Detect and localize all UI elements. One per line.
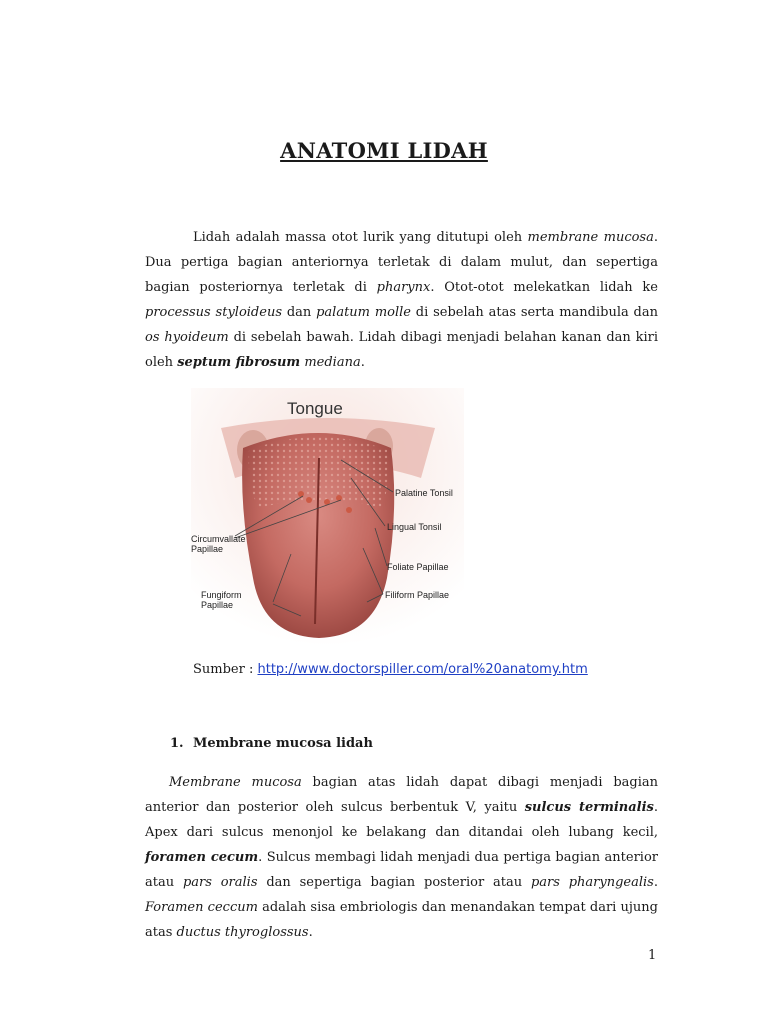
term-mediana: mediana bbox=[304, 355, 361, 370]
intro-text-4: dan bbox=[282, 305, 317, 320]
label-foliate-papillae: Foliate Papillae bbox=[387, 562, 449, 572]
term-membrane-mucosa-2: Membrane mucosa bbox=[169, 775, 302, 790]
section-1-title: Membrane mucosa lidah bbox=[193, 736, 373, 751]
label-circumvallate-2: Papillae bbox=[191, 544, 224, 554]
s1-text-2: . Apex dari sulcus menonjol ke belakang dan ditandai oleh lubang kecil, bbox=[145, 800, 659, 840]
s1-text-5: . bbox=[653, 875, 658, 890]
section-1-number: 1. bbox=[170, 736, 184, 751]
term-membrane-mucosa: membrane mucosa bbox=[527, 230, 654, 245]
label-palatine-tonsil: Palatine Tonsil bbox=[395, 488, 453, 498]
term-pars-pharyngealis: pars pharyngealis bbox=[530, 875, 654, 890]
intro-text-6: di sebelah bawah. Lidah dibagi menjadi belahan kanan dan kiri oleh bbox=[145, 330, 659, 370]
figure-title: Tongue bbox=[287, 399, 343, 418]
intro-text-5: di sebelah atas serta mandibula dan bbox=[410, 305, 658, 320]
page-number: 1 bbox=[648, 948, 657, 963]
caption-prefix: Sumber : bbox=[193, 662, 258, 677]
label-fungiform-1: Fungiform bbox=[201, 590, 242, 600]
document-title: ANATOMI LIDAH bbox=[280, 138, 488, 163]
intro-text-8: . bbox=[360, 355, 365, 370]
term-os-hyoideum: os hyoideum bbox=[145, 330, 229, 345]
section-1-heading bbox=[170, 736, 373, 751]
s1-text-1: bagian atas lidah dapat dibagi menjadi bagian anterior dan posterior oleh sulcus berbentuk V, yaitu bbox=[145, 775, 658, 815]
intro-text-3: . Otot-otot melekatkan lidah ke bbox=[430, 280, 658, 295]
label-lingual-tonsil: Lingual Tonsil bbox=[387, 522, 442, 532]
tongue-anatomy-figure bbox=[191, 388, 464, 646]
s1-text-3: . Sulcus membagi lidah menjadi dua pertiga bagian anterior atau bbox=[145, 850, 658, 890]
intro-text-2: . Dua pertiga bagian anteriornya terletak di dalam mulut, dan sepertiga bagian posteriornya terletak di bbox=[145, 230, 658, 295]
label-fungiform-2: Papillae bbox=[201, 600, 234, 610]
term-ductus-thyroglossus: ductus thyroglossus bbox=[176, 925, 309, 940]
term-sulcus-terminalis: sulcus terminalis bbox=[524, 800, 654, 815]
s1-text-6: adalah sisa embriologis dan menandakan tempat dari ujung atas bbox=[145, 900, 658, 940]
s1-text-4: dan sepertiga bagian posterior atau bbox=[257, 875, 531, 890]
term-processus-styloideus: processus styloideus bbox=[145, 305, 282, 320]
source-link[interactable]: http://www.doctorspiller.com/oral%20anatomy.htm bbox=[257, 662, 588, 677]
term-pharynx: pharynx bbox=[376, 280, 431, 295]
s1-text-7: . bbox=[308, 925, 313, 940]
intro-text-1: Lidah adalah massa otot lurik yang ditutupi oleh bbox=[193, 230, 528, 245]
term-foramen-cecum: foramen cecum bbox=[145, 850, 259, 865]
term-pars-oralis: pars oralis bbox=[182, 875, 258, 890]
figure-caption bbox=[193, 662, 588, 677]
label-circumvallate-1: Circumvallate bbox=[191, 534, 246, 544]
term-palatum-molle: palatum molle bbox=[316, 305, 411, 320]
term-foramen-ceccum: Foramen ceccum bbox=[145, 900, 258, 915]
label-filiform-papillae: Filiform Papillae bbox=[385, 590, 450, 600]
section-1-paragraph bbox=[145, 770, 658, 945]
intro-paragraph bbox=[145, 225, 658, 375]
term-septum-fibrosum: septum fibrosum bbox=[177, 355, 301, 370]
